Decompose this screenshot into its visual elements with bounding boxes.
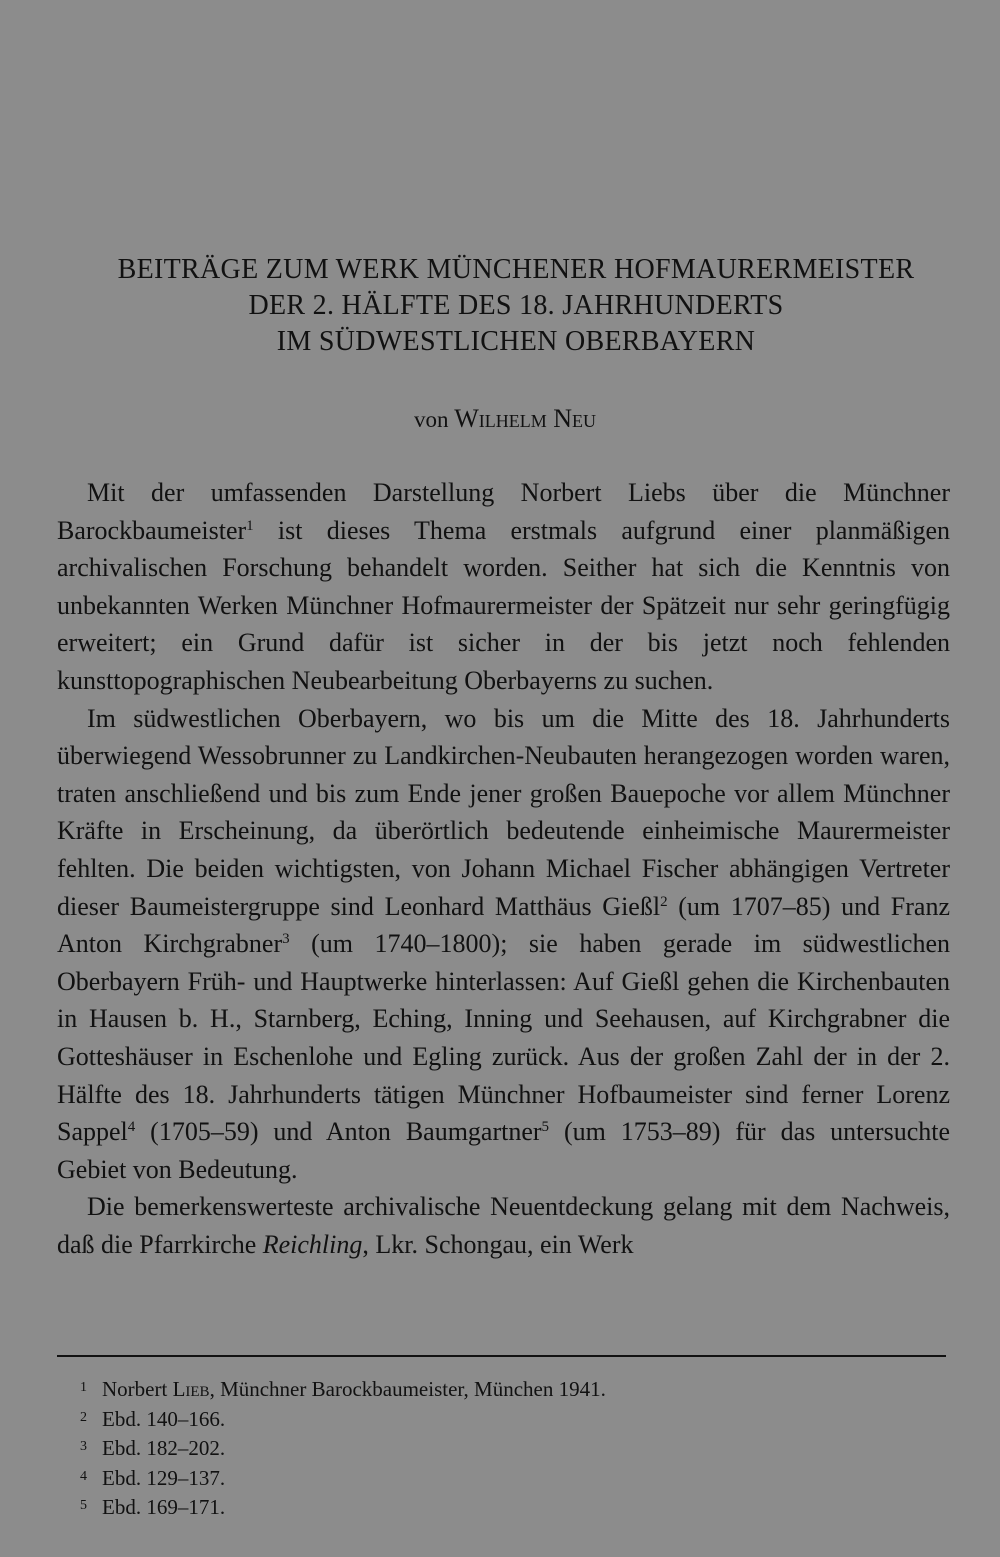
footnote-text-pre: Norbert — [102, 1377, 173, 1401]
footnote-number: 3 — [80, 1439, 87, 1454]
paragraph-2-part-b: (um 1707–85) und Franz Anton Kirchgrabner — [57, 891, 950, 959]
paragraph-2-part-a: Im südwestlichen Oberbayern, wo bis um die Mitte des 18. Jahrhunderts überwiegend Wessobrunner zu Landkirchen-Neubauten herangezogen worden waren, traten anschließend und bis zum Ende jener großen Bauepoche vor allem Münchner Kräfte in Erscheinung, da überörtlich bedeutende einheimische Maurermeister fehlten. Die beiden wichtigsten, von Johann Michael Fischer abhängigen Vertreter dieser Baumeistergruppe sind Leonhard Matthäus Gießl — [57, 703, 950, 921]
paragraph-3-part-b: , Lkr. Schongau, ein Werk — [362, 1229, 634, 1259]
article-title — [40, 252, 992, 360]
footnote-number: 1 — [80, 1380, 87, 1395]
paragraph-1-part-a: Mit der umfassenden Darstellung Norbert Liebs über die Münchner Barockbaumeister — [57, 478, 950, 545]
footnote-author: Lieb — [172, 1377, 210, 1401]
paragraph-2 — [57, 700, 950, 1189]
paragraph-1-part-b: ist dieses Thema erstmals aufgrund einer planmäßigen archivalischen Forschung behandelt worden. Seither hat sich die Kenntnis von unbekannten Werken Münchner Hofmaurermeister der Spätzeit nur sehr geringfügig erweitert; ein Grund dafür ist sicher in der bis jetzt noch fehlenden kunsttopographischen Neubearbeitung Oberbayerns zu suchen. — [57, 515, 950, 695]
paragraph-3-part-a: Die bemerkenswerteste archivalische Neuentdeckung gelang mit dem Nachweis, daß die Pfarrkirche — [57, 1192, 950, 1259]
title-line-1: BEITRÄGE ZUM WERK MÜNCHENER HOFMAURERMEISTER — [117, 254, 915, 285]
title-line-3: IM SÜDWESTLICHEN OBERBAYERN — [276, 326, 756, 357]
footnote-ref-4: 4 — [127, 1119, 136, 1136]
paragraph-2-part-d: (1705–59) und Anton Baumgartner — [135, 1117, 542, 1147]
footnote-3 — [80, 1433, 606, 1463]
footnote-ref-1: 1 — [246, 517, 254, 534]
footnote-text: Ebd. 129–137. — [102, 1465, 226, 1490]
footnotes — [80, 1374, 606, 1522]
place-name-italic: Reichling — [262, 1229, 363, 1259]
footnote-text: Ebd. 169–171. — [102, 1495, 226, 1519]
title-line-2: DER 2. HÄLFTE DES 18. JAHRHUNDERTS — [248, 290, 784, 321]
byline — [0, 404, 1000, 434]
footnote-divider — [57, 1355, 946, 1357]
footnote-5 — [80, 1492, 606, 1522]
footnote-ref-2: 2 — [660, 893, 668, 910]
footnote-number: 2 — [80, 1409, 87, 1425]
footnote-ref-3: 3 — [282, 931, 290, 948]
footnote-text: Ebd. 182–202. — [102, 1436, 226, 1460]
footnote-text: Ebd. 140–166. — [102, 1406, 226, 1431]
footnote-number: 5 — [80, 1498, 87, 1513]
byline-prefix: von — [413, 407, 449, 432]
paragraph-2-part-e: (um 1753–89) für das untersuchte Gebiet von Bedeutung. — [57, 1117, 950, 1184]
footnote-ref-5: 5 — [541, 1119, 550, 1136]
footnote-4 — [80, 1463, 606, 1493]
footnote-2 — [80, 1404, 606, 1434]
body-text — [57, 474, 950, 1263]
paragraph-3 — [57, 1188, 950, 1263]
paragraph-1 — [57, 474, 950, 700]
footnote-1 — [80, 1374, 606, 1404]
footnote-number: 4 — [80, 1468, 87, 1484]
paragraph-2-part-c: (um 1740–1800); sie haben gerade im südwestlichen Oberbayern Früh- und Hauptwerke hinterlassen: Auf Gießl gehen die Kirchenbauten in Hausen b. H., Starnberg, Eching, Inning und Seehausen, auf Kirchgrabner die Gotteshäuser in Eschenlohe und Egling zurück. Aus der großen Zahl der in der 2. Hälfte des 18. Jahrhunderts tätigen Münchner Hofbaumeister sind ferner Lorenz Sappel — [57, 929, 950, 1147]
author-name: Wilhelm Neu — [454, 404, 597, 433]
footnote-text-post: , Münchner Barockbaumeister, München 1941. — [209, 1377, 606, 1401]
